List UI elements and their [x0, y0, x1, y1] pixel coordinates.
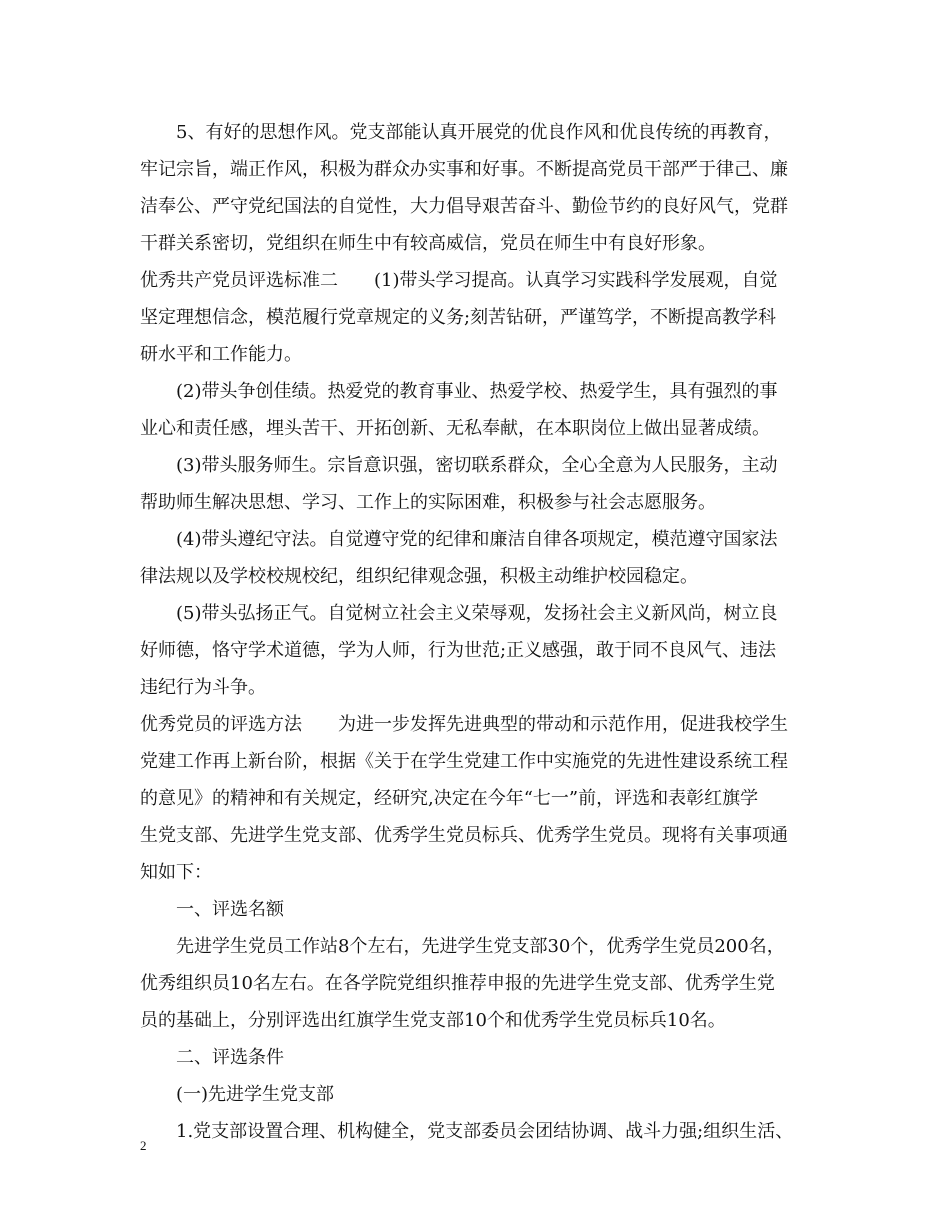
- text-line: 优秀组织员10名左右。在各学院党组织推荐申报的先进学生党支部、优秀学生党: [140, 973, 775, 994]
- section-heading-line: 优秀党员的评选方法 为进一步发挥先进典型的带动和示范作用，促进我校学生: [140, 714, 788, 735]
- subheading-line: (一)先进学生党支部: [176, 1084, 335, 1105]
- text-line: 1.党支部设置合理、机构健全，党支部委员会团结协调、战斗力强;组织生活、: [176, 1121, 794, 1142]
- text-line: 员的基础上，分别评选出红旗学生党支部10个和优秀学生党员标兵10名。: [140, 1010, 726, 1031]
- text-line: 干群关系密切，党组织在师生中有较高威信，党员在师生中有良好形象。: [140, 233, 716, 254]
- text-line: 律法规以及学校校规校纪，组织纪律观念强，积极主动维护校园稳定。: [140, 566, 698, 587]
- text-line: (2)带头争创佳绩。热爱党的教育事业、热爱学校、热爱学生，具有强烈的事: [176, 381, 778, 402]
- section-heading-line: 优秀共产党员评选标准二 (1)带头学习提高。认真学习实践科学发展观，自觉: [140, 270, 778, 291]
- page-number: 2: [140, 1138, 147, 1153]
- text-line: (3)带头服务师生。宗旨意识强，密切联系群众，全心全意为人民服务，主动: [176, 455, 778, 476]
- text-line: (4)带头遵纪守法。自觉遵守党的纪律和廉洁自律各项规定，模范遵守国家法: [176, 529, 778, 550]
- text-line: 业心和责任感，埋头苦干、开拓创新、无私奉献，在本职岗位上做出显著成绩。: [140, 418, 770, 439]
- document-body: [140, 114, 830, 1150]
- text-line: 坚定理想信念，模范履行党章规定的义务;刻苦钻研，严谨笃学，不断提高教学科: [140, 307, 777, 328]
- text-line: 的意见》的精神和有关规定，经研究,决定在今年“七一”前，评选和表彰红旗学: [140, 788, 759, 809]
- text-line: 好师德，恪守学术道德，学为人师，行为世范;正义感强，敢于同不良风气、违法: [140, 640, 777, 661]
- text-line: (5)带头弘扬正气。自觉树立社会主义荣辱观，发扬社会主义新风尚，树立良: [176, 603, 778, 624]
- text-line: 违纪行为斗争。: [140, 677, 266, 698]
- text-line: 牢记宗旨，端正作风，积极为群众办实事和好事。不断提高党员干部严于律己、廉: [140, 159, 788, 180]
- subheading-line: 一、评选名额: [176, 899, 284, 920]
- text-line: 先进学生党员工作站8个左右，先进学生党支部30个，优秀学生党员200名，: [176, 936, 785, 957]
- text-line: 帮助师生解决思想、学习、工作上的实际困难，积极参与社会志愿服务。: [140, 492, 716, 513]
- text-line: 党建工作再上新台阶，根据《关于在学生党建工作中实施党的先进性建设系统工程: [140, 751, 788, 772]
- text-line: 知如下：: [140, 862, 212, 883]
- text-line: 5、有好的思想作风。党支部能认真开展党的优良作风和优良传统的再教育，: [176, 122, 782, 143]
- text-line: 生党支部、先进学生党支部、优秀学生党员标兵、优秀学生党员。现将有关事项通: [140, 825, 788, 846]
- text-line: 研水平和工作能力。: [140, 344, 302, 365]
- subheading-line: 二、评选条件: [176, 1047, 284, 1068]
- text-line: 洁奉公、严守党纪国法的自觉性，大力倡导艰苦奋斗、勤俭节约的良好风气，党群: [140, 196, 788, 217]
